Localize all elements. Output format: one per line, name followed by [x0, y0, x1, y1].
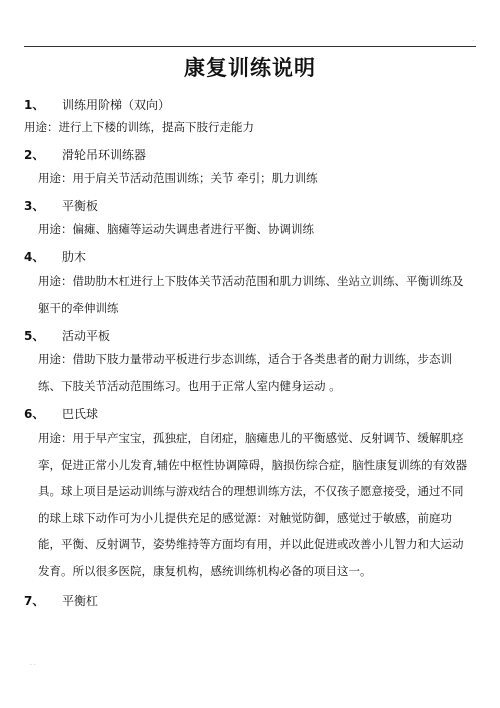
item-name: 训练用阶梯（双向） — [62, 98, 171, 112]
item-usage-3: 用途：偏瘫、脑瘫等运动失调患者进行平衡、协调训练 — [38, 222, 314, 236]
item-name: 滑轮吊环训练器 — [62, 148, 147, 162]
item-heading-6 — [24, 405, 98, 422]
footer-mark: . . — [30, 660, 36, 667]
corner-mark: . — [472, 36, 474, 43]
item-number: 2、 — [24, 148, 45, 162]
item-usage-6: 用途：用于早产宝宝，孤独症，自闭症，脑瘫患儿的平衡感觉、反射调节、缓解肌痉挛，促进正常小儿发育,辅佐中枢性协调障碍，脑损伤综合症，脑性康复训练的有效器具。球上项目是运动训练与游戏结合的理想训练方法，不仅孩子愿意接受，通过不同的球上球下动作可为小儿提供充足的感觉源：对触觉防御，感觉过于敏感，前庭功能，平衡、反射调节，姿势维持等方面均有用，并以此促进或改善小儿智力和大运动发育。所以很多医院，康复机构，感统训练机构必备的项目这一。 — [38, 431, 468, 578]
page-title: 康复训练说明 — [184, 56, 316, 80]
item-number: 3、 — [24, 199, 45, 213]
item-name: 活动平板 — [62, 329, 111, 343]
item-heading-4 — [24, 248, 86, 265]
item-name: 平衡板 — [62, 199, 99, 213]
item-usage-4: 用途：借助肋木杠进行上下肢体关节活动范围和肌力训练、坐站立训练、平衡训练及躯干的牵伸训练 — [38, 274, 464, 315]
item-number: 1、 — [24, 98, 45, 112]
item-number: 4、 — [24, 250, 45, 264]
item-usage-5: 用途：借助下肢力量带动平板进行步态训练，适合于各类患者的耐力训练，步态训练、下肢关节活动范围练习。也用于正常人室内健身运动 。 — [38, 352, 452, 393]
item-usage-2: 用途：用于肩关节活动范围训练；关节 牵引；肌力训练 — [38, 171, 318, 185]
item-heading-7 — [24, 592, 98, 609]
item-usage-1: 用途：进行上下楼的训练，提高下肢行走能力 — [24, 120, 254, 134]
item-name: 肋木 — [62, 250, 87, 264]
item-heading-3 — [24, 197, 98, 214]
header-rule — [24, 46, 476, 47]
item-heading-1 — [24, 96, 170, 113]
item-heading-5 — [24, 327, 110, 344]
item-name: 平衡杠 — [62, 594, 99, 608]
item-number: 7、 — [24, 594, 45, 608]
item-number: 6、 — [24, 407, 45, 421]
item-name: 巴氏球 — [62, 407, 99, 421]
item-heading-2 — [24, 146, 146, 163]
item-number: 5、 — [24, 329, 45, 343]
